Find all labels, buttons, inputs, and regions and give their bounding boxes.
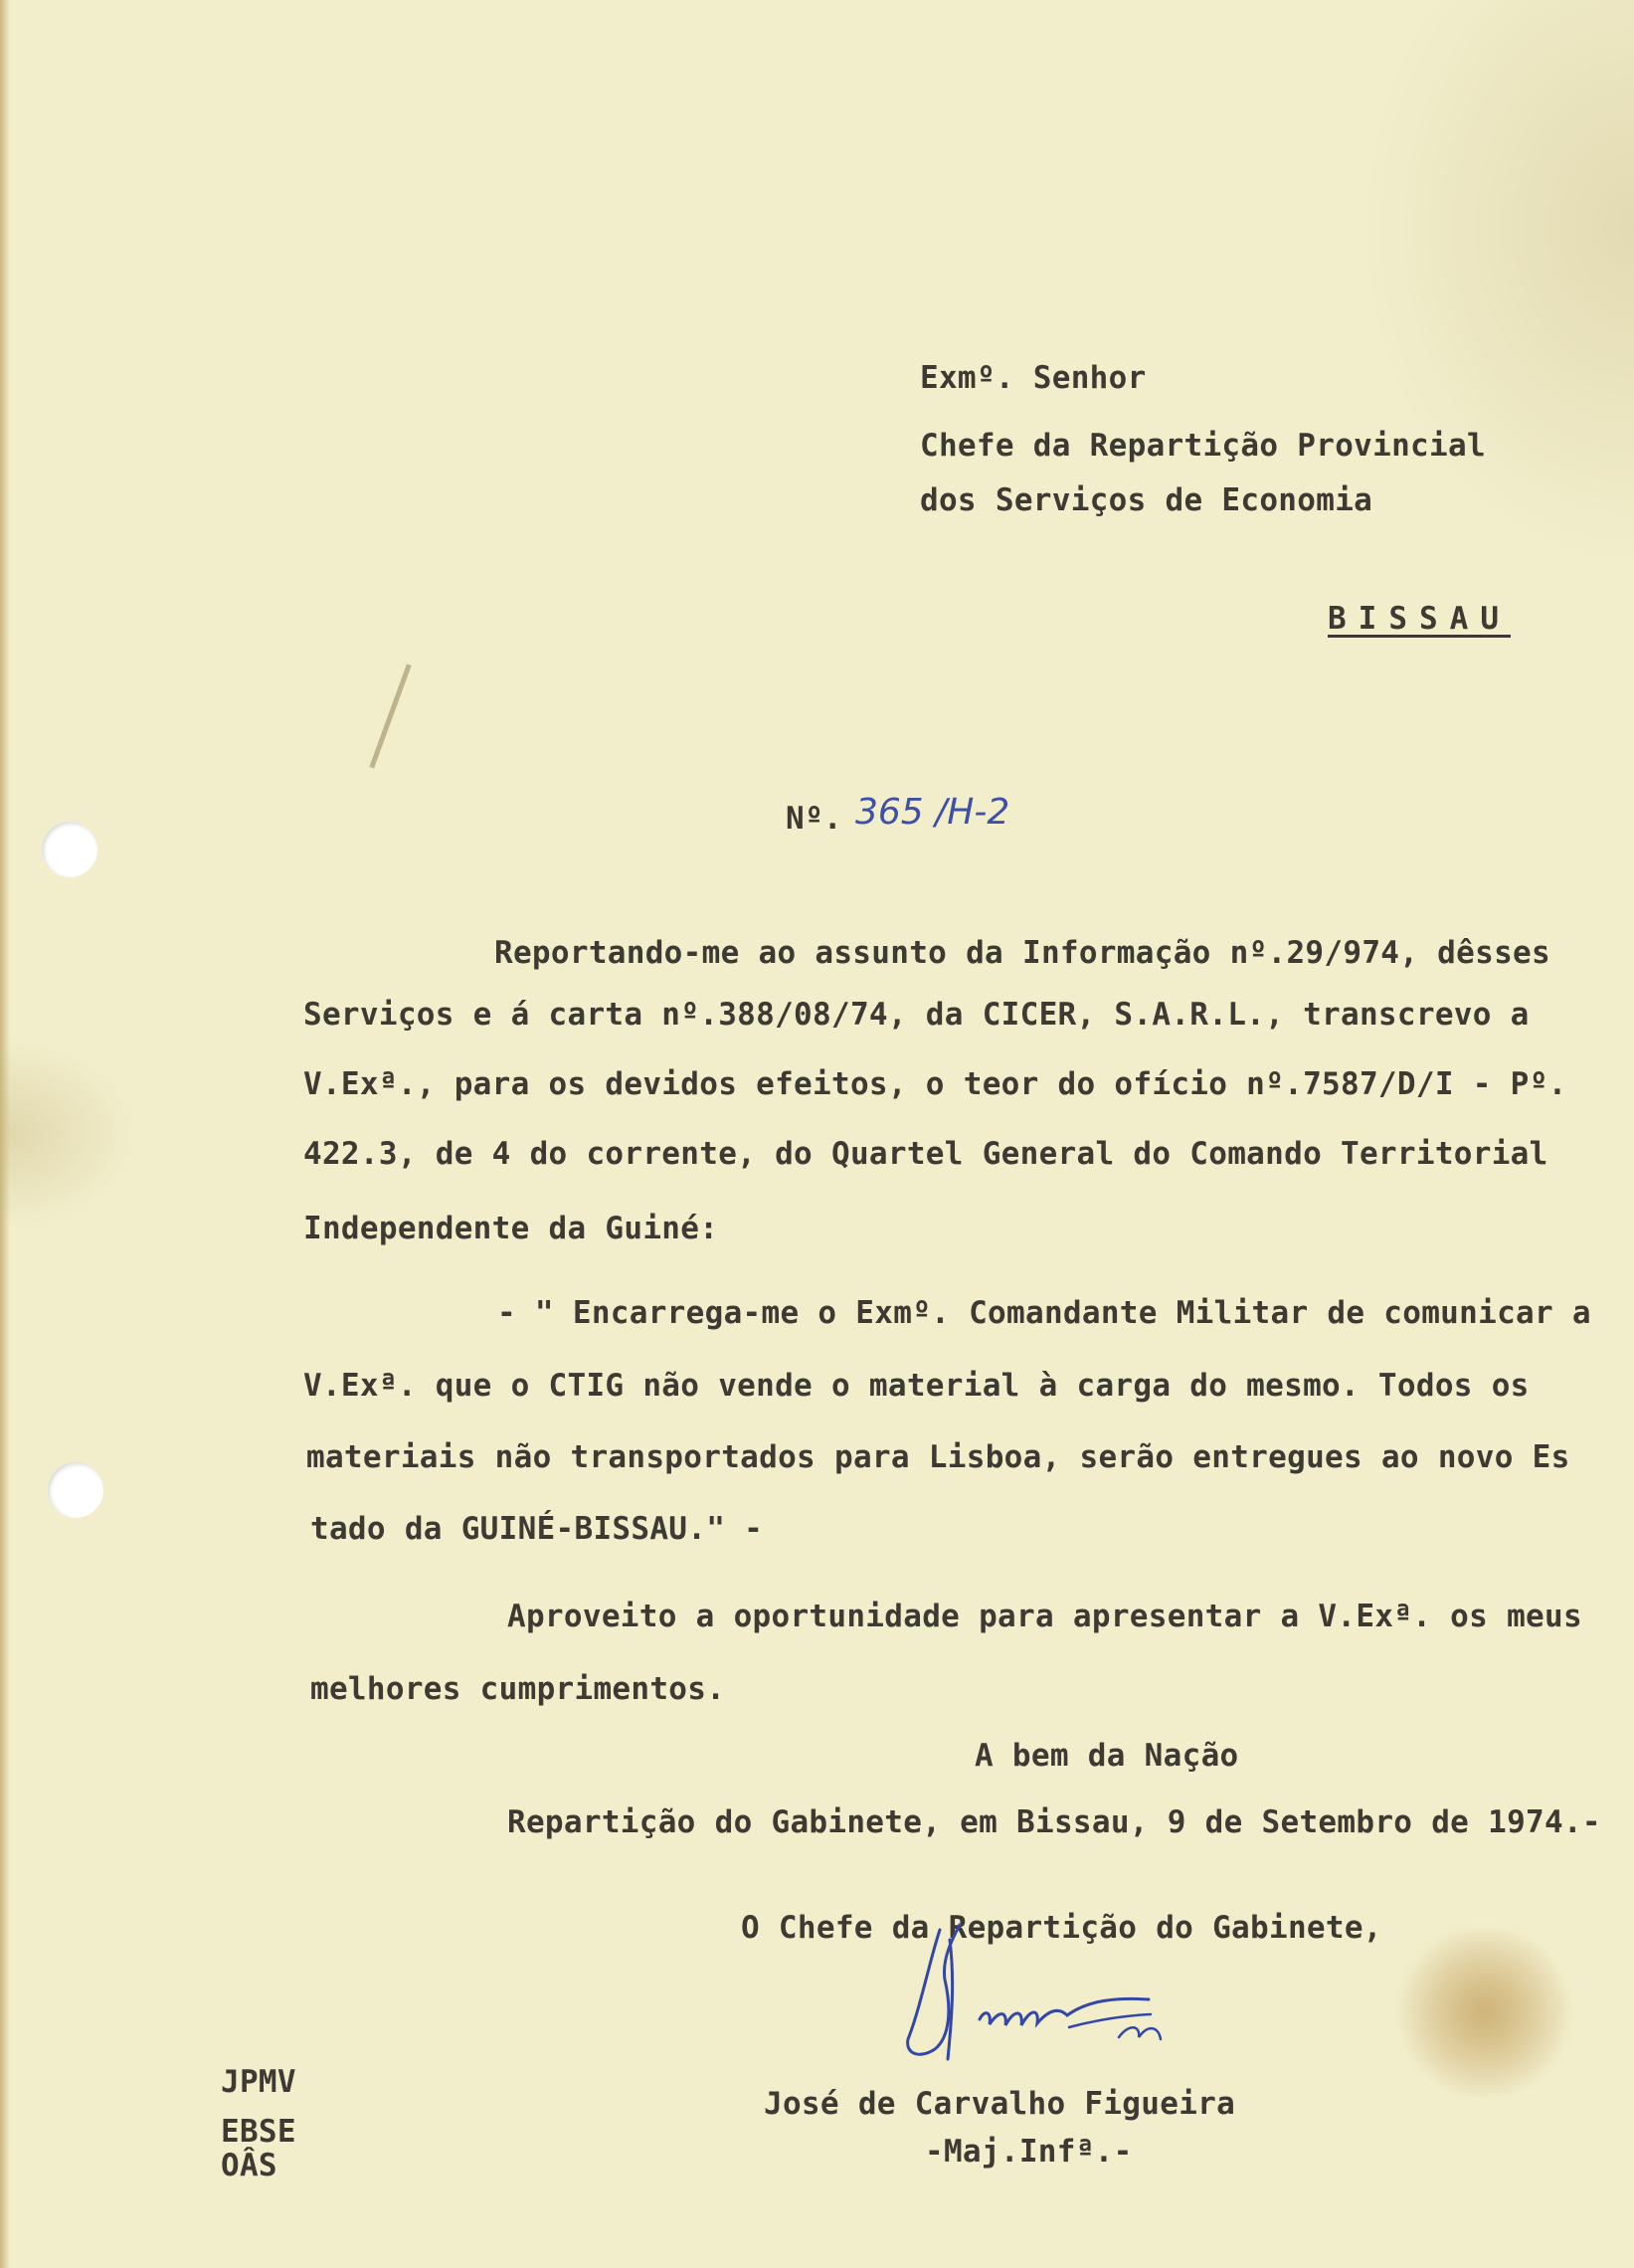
- initials-line: OÂS: [221, 2148, 277, 2183]
- paragraph1-line: Reportando-me ao assunto da Informação nº.29/974, dêsses: [494, 935, 1550, 971]
- motto: A bem da Nação: [975, 1738, 1239, 1774]
- paper-mark: [369, 663, 411, 768]
- paper-edge-shadow: [0, 0, 10, 2268]
- handwritten-signature: [890, 1920, 1228, 2079]
- quote-line: - " Encarrega-me o Exmº. Comandante Militar de comunicar a: [497, 1295, 1591, 1331]
- addressee-title-line2: dos Serviços de Economia: [920, 482, 1373, 518]
- punch-hole-bottom: [48, 1462, 103, 1518]
- paragraph1-line: V.Exª., para os devidos efeitos, o teor do ofício nº.7587/D/I - Pº.: [303, 1066, 1567, 1102]
- paragraph1-line: Independente da Guiné:: [303, 1211, 719, 1246]
- reference-handwritten-number: 365 /H-2: [855, 792, 1010, 833]
- reference-prefix: Nº.: [786, 801, 842, 837]
- signatory-name: José de Carvalho Figueira: [764, 2086, 1236, 2122]
- addressee-city: BISSAU: [1328, 601, 1511, 637]
- initials-line: EBSE: [221, 2114, 296, 2150]
- punch-hole-top: [42, 822, 97, 877]
- paragraph1-line: 422.3, de 4 do corrente, do Quartel General do Comando Territorial: [303, 1136, 1548, 1172]
- stain-lower-right: [1392, 1930, 1581, 2099]
- quote-line: V.Exª. que o CTIG não vende o material à carga do mesmo. Todos os: [303, 1368, 1530, 1404]
- salutation: Exmº. Senhor: [920, 360, 1147, 396]
- place-date: Repartição do Gabinete, em Bissau, 9 de Setembro de 1974.-: [507, 1804, 1601, 1840]
- signatory-rank: -Maj.Infª.-: [925, 2134, 1133, 2170]
- closing-line: melhores cumprimentos.: [310, 1671, 726, 1707]
- paragraph1-line: Serviços e á carta nº.388/08/74, da CICER, S.A.R.L., transcrevo a: [303, 997, 1530, 1033]
- quote-line: materiais não transportados para Lisboa, serão entregues ao novo Es: [306, 1439, 1570, 1475]
- signatory-office: O Chefe da Repartição do Gabinete,: [741, 1910, 1382, 1946]
- addressee-title-line1: Chefe da Repartição Provincial: [920, 428, 1486, 464]
- closing-line: Aproveito a oportunidade para apresentar a V.Exª. os meus: [507, 1599, 1582, 1634]
- quote-line: tado da GUINÉ-BISSAU." -: [310, 1511, 764, 1547]
- initials-line: JPMV: [221, 2064, 296, 2100]
